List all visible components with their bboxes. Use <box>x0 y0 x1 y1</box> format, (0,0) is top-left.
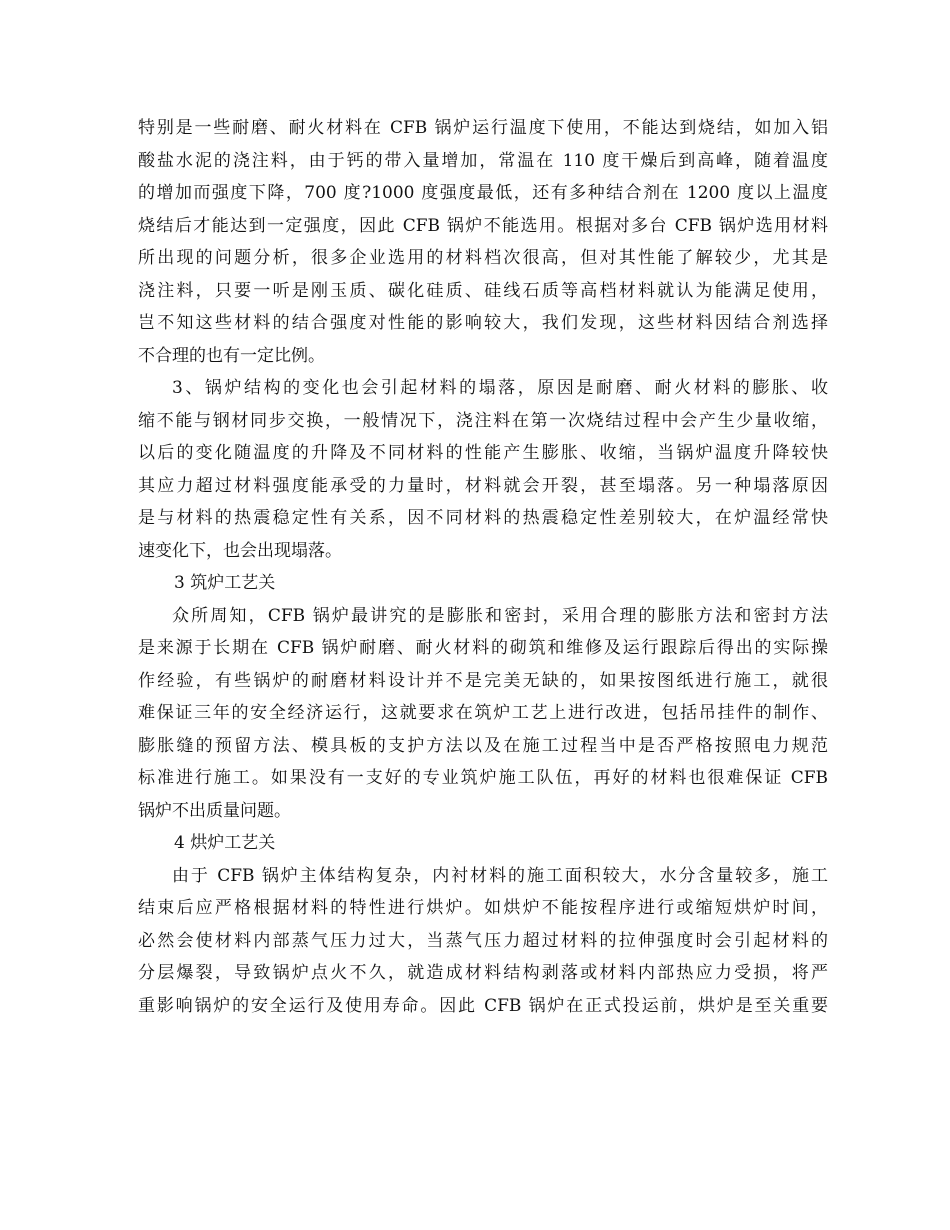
text-line: 分层爆裂，导致锅炉点火不久，就造成材料结构剥落或材料内部热应力受损，将严 <box>138 963 828 983</box>
text-line: 的增加而强度下降，700 度?1000 度强度最低，还有多种结合剂在 1200 度以上温度 <box>138 183 828 203</box>
section-heading-3: 3 筑炉工艺关 <box>174 573 276 593</box>
text-line: 必然会使材料内部蒸气压力过大，当蒸气压力超过材料的拉伸强度时会引起材料的 <box>138 930 828 951</box>
text-line: 岂不知这些材料的结合强度对性能的影响较大，我们发现，这些材料因结合剂选择 <box>138 313 828 333</box>
text-line: 标准进行施工。如果没有一支好的专业筑炉施工队伍，再好的材料也很难保证 CFB <box>138 768 828 788</box>
text-line: 浇注料，只要一听是刚玉质、碳化硅质、硅线石质等高档材料就认为能满足使用， <box>138 280 828 301</box>
text-line: 锅炉不出质量问题。 <box>138 800 291 821</box>
text-line: 膨胀缝的预留方法、模具板的支护方法以及在施工过程当中是否严格按照电力规范 <box>138 735 828 756</box>
paragraph-first-line: 由于 CFB 锅炉主体结构复杂，内衬材料的施工面积较大，水分含量较多，施工 <box>172 865 828 886</box>
section-heading-4: 4 烘炉工艺关 <box>174 833 276 853</box>
text-line: 作经验，有些锅炉的耐磨材料设计并不是完美无缺的，如果按图纸进行施工，就很 <box>138 670 828 691</box>
text-line: 难保证三年的安全经济运行，这就要求在筑炉工艺上进行改进，包括吊挂件的制作、 <box>138 703 828 723</box>
text-line: 其应力超过材料强度能承受的力量时，材料就会开裂，甚至塌落。另一种塌落原因 <box>138 475 828 496</box>
text-line: 结束后应严格根据材料的特性进行烘炉。如烘炉不能按程序进行或缩短烘炉时间， <box>138 898 828 918</box>
text-line: 酸盐水泥的浇注料，由于钙的带入量增加，常温在 110 度干燥后到高峰，随着温度 <box>138 150 828 171</box>
paragraph-first-line: 众所周知，CFB 锅炉最讲究的是膨胀和密封，采用合理的膨胀方法和密封方法 <box>172 605 828 626</box>
text-line: 所出现的问题分析，很多企业选用的材料档次很高，但对其性能了解较少，尤其是 <box>138 248 828 268</box>
paragraph-first-line: 3、锅炉结构的变化也会引起材料的塌落，原因是耐磨、耐火材料的膨胀、收 <box>172 378 828 398</box>
text-line: 重影响锅炉的安全运行及使用寿命。因此 CFB 锅炉在正式投运前，烘炉是至关重要 <box>138 995 828 1016</box>
document-body <box>138 112 828 1022</box>
text-line: 特别是一些耐磨、耐火材料在 CFB 锅炉运行温度下使用，不能达到烧结，如加入铝 <box>138 118 828 138</box>
text-line: 缩不能与钢材同步交换，一般情况下，浇注料在第一次烧结过程中会产生少量收缩， <box>138 410 828 431</box>
text-line: 速变化下，也会出现塌落。 <box>138 540 342 561</box>
text-line: 是来源于长期在 CFB 锅炉耐磨、耐火材料的砌筑和维修及运行跟踪后得出的实际操 <box>138 638 828 658</box>
text-line: 以后的变化随温度的升降及不同材料的性能产生膨胀、收缩，当锅炉温度升降较快 <box>138 443 828 463</box>
text-line: 不合理的也有一定比例。 <box>138 345 325 366</box>
text-line: 烧结后才能达到一定强度，因此 CFB 锅炉不能选用。根据对多台 CFB 锅炉选用材料 <box>138 215 828 236</box>
text-line: 是与材料的热震稳定性有关系，因不同材料的热震稳定性差别较大，在炉温经常快 <box>138 508 828 528</box>
